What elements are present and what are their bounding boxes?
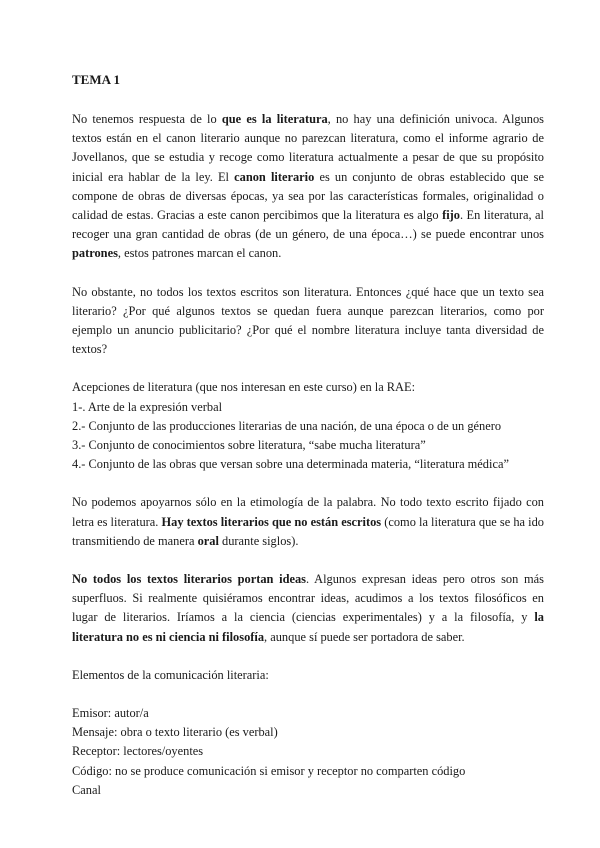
text-run: . Algunos expresan ideas pero otros son más superfluos. Si realmente quisiéramos encontrar ideas, acudimos a los textos filosóficos en lugar de literarios. Iríamos a la ciencia (ciencias experimentales) y a la filosofía, y [72,572,544,625]
text-run: , aunque sí puede ser portadora de saber. [264,629,465,644]
list-item: Código: no se produce comunicación si emisor y receptor no comparten código [72,763,466,778]
text-run: . En literatura, al recoger una gran cantidad de obras (de un género, de una época…) se puede encontrar unos [72,208,544,242]
paragraph-gap [72,647,544,666]
paragraph-gap [72,264,544,283]
paragraph-gap [72,359,544,378]
list-item: 4.- Conjunto de las obras que versan sobre una determinada materia, “literatura médica” [72,457,509,472]
text-run: , estos patrones marcan el canon. [117,246,282,261]
paragraph-ideas [72,570,544,647]
list-item: 1-. Arte de la expresión verbal [72,399,223,414]
paragraph-gap [72,551,544,570]
bold-term: que es la literatura [221,112,328,126]
paragraph-gap [72,685,544,704]
bold-term: No todos los textos literarios portan ideas [72,572,306,587]
list-item: Emisor: autor/a [72,706,149,721]
elementos-list [72,704,544,800]
bold-term: Hay textos literarios que no están escritos [161,514,382,529]
bold-term: canon literario [234,169,315,184]
elementos-intro: Elementos de la comunicación literaria: [72,667,269,682]
list-item: Canal [72,782,101,797]
document-body [72,70,544,800]
acepciones-block [72,378,544,474]
text-run: durante siglos). [218,533,299,548]
paragraph-questions: No obstante, no todos los textos escritos son literatura. Entonces ¿qué hace que un texto sea literario? ¿Por qué algunos textos se quedan fuera aunque parezcan literarios, como por ejemplo un anuncio publicitario? ¿Por qué el nombre literatura incluye tanta diversidad de textos? [72,284,544,357]
list-item: 3.- Conjunto de conocimientos sobre literatura, “sabe mucha literatura” [72,438,426,453]
text-run: No podemos apoyarnos sólo en la etimología de la palabra. No todo texto escrito fijado con letra es literatura. [72,495,544,529]
text-run: No tenemos respuesta de lo [72,112,222,126]
bold-term: la literatura no es ni ciencia ni filosofía [72,610,544,644]
list-item: Mensaje: obra o texto literario (es verbal) [72,725,278,740]
list-item: 2.- Conjunto de las producciones literarias de una nación, de una época o de un género [72,418,502,433]
bold-term: patrones [72,246,118,261]
text-run: es un conjunto de obras establecido que se compone de obras de diversas épocas, ya sea por las características formales, originalidad o calidad de estas. Gracias a este canon percibimos que la literatura es algo [72,169,544,223]
paragraph-gap [72,474,544,493]
bold-term: oral [197,533,219,548]
text-run: , no hay una definición univoca. Algunos textos están en el canon literario aunque no parezcan literatura, como el informe agrario de Jovellanos, que se estudia y recoge como literatura actualmente a pesar de que su propósito inicial era hablar de la ley. El [72,112,544,184]
page-title: TEMA 1 [72,72,121,87]
text-run: (como la literatura que se ha ido transmitiendo de manera [72,514,544,548]
paragraph-definition [72,110,544,264]
paragraph-etimologia [72,493,544,551]
bold-term: fijo [442,208,460,223]
acepciones-intro: Acepciones de literatura (que nos interesan en este curso) en la RAE: [72,380,416,395]
list-item: Receptor: lectores/oyentes [72,744,204,759]
